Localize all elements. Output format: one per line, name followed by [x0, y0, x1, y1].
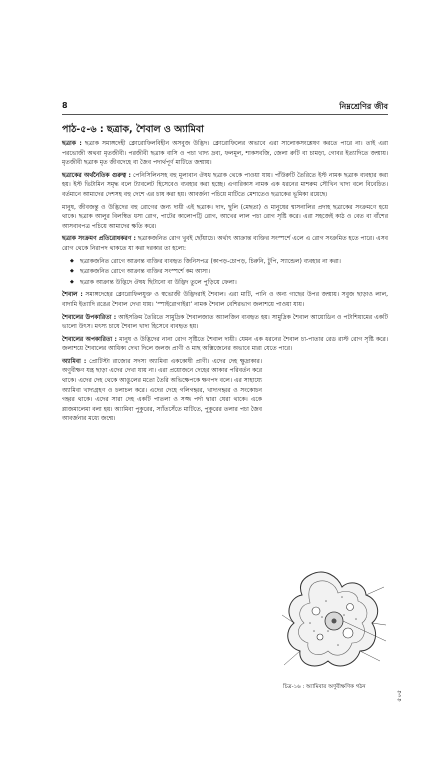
paragraph-text: মানুষ ও উদ্ভিদের নানা রোগ সৃষ্টিতে শৈবাল দায়ী। যেমন এক ধরনের শৈবাল চা-পাতার রেড রাস্ট রোগ সৃষ্টি করে। জলাশয়ে শৈবালের আধিক্য দেখা দিলে জলজ প্রাণী ও মাছ অক্সিজেনের অভাবে মারা যেতে পারে। — [62, 335, 388, 353]
paragraph-amoeba — [62, 357, 262, 424]
paragraph-text: আইসক্রিম তৈরিতে সামুদ্রিক শৈবালজাত অ্যালজিন ব্যবহৃত হয়। সামুদ্রিক শৈবাল আয়োডিন ও পটাশিয়ামের একটি ভালো উৎস। মৎস্য চাষে শৈবাল খাদ্য হিসেবে ব্যবহৃত হয়। — [62, 313, 388, 331]
figure-caption: চিত্র-১৬ : অ্যামিবার অণুবীক্ষণিক গঠন — [283, 684, 366, 690]
prevention-list — [62, 257, 388, 288]
paragraph-label: শৈবালের উপকারিতা : — [62, 313, 117, 321]
list-item: ◆ ছত্রাক আক্রান্ত উদ্ভিদে ঔষধ ছিটানো বা উদ্ভিদ তুলে পুড়িয়ে ফেলা। — [80, 278, 388, 288]
chapter-title: নিম্নশ্রেণির জীব — [339, 102, 388, 111]
paragraph-label: শৈবাল : — [62, 291, 83, 299]
paragraph-label: ছত্রাক : — [62, 140, 82, 147]
list-item: ◆ ছত্রাকজনিত রোগে আক্রান্ত ব্যক্তির সংস্পর্শে কম আসা। — [80, 267, 388, 277]
paragraph-label: ছত্রাক সংক্রমণ প্রতিরোধকরণ : — [62, 235, 136, 243]
paragraph-label: অ্যামিবা : — [62, 357, 87, 365]
paragraph-text: সমাঙ্গদেহের ক্লোরোফিলযুক্ত ও স্বভোজী উদ্ভিদরাই শৈবাল। এরা মাটি, পানি ও অন্য গাছের উপর জন্মায়। সবুজ ছাড়াও লাল, বাদামি ইত্যাদি রঙের শৈবাল দেখা যায়। ‘স্পাইরোগাইরা’ নামক শৈবাল বেশিরভাগ জলাশয়ে পাওয়া যায়। — [62, 291, 388, 308]
page-body — [62, 124, 388, 427]
paragraph-text: পেনিসিলিনসহ বহু মূল্যবান ঔষধ ছত্রাক থেকে পাওয়া যায়। পাঁউরুটি তৈরিতে ইস্ট নামক ছত্রাক ব্যবহার করা হয়। ইস্ট ভিটামিন সমৃদ্ধ বলে ট্যাবলেট হিসেবেও ব্যবহার করা হচ্ছে। এগারিকাস নামক এক ধরনের মাশরুম সৌখিন খাদ্য বলে বিবেচিত। বর্তমানে আমাদের দেশসহ বহু দেশে এর চাষ করা হয়। আবর্জনা পচিয়ে মাটিতে মেশাতেও ছত্রাকের ভূমিকা রয়েছে। — [62, 171, 388, 198]
lesson-title: পাঠ-৫-৬ : ছত্রাক, শৈবাল ও অ্যামিবা — [62, 124, 204, 135]
paragraph-text: প্রোটিস্টা রাজ্যের সদস্য অ্যামিবা এককোষী প্রাণী। এদের দেহ ক্ষুদ্রাকার। অণুবীক্ষণ যন্ত্র ছাড়া এদের দেখা যায় না। এরা প্রয়োজনে দেহের আকার পরিবর্তন করে থাকে। এদের দেহ থেকে আঙুলের মতো তৈরি অভিক্ষেপকে ক্ষণপদ বলে। এর সাহায্যে অ্যামিবা খাদ্যগ্রহণ ও চলাচল করে। এদের দেহে গলিগহ্বর, খাদ্যগহ্বর ও সংকোচন গহ্বর থাকে। এদের সারা দেহ একটি পাতলা ও সজ্জ পর্দা দ্বারা ঘেরা থাকে। একে প্লাজমালেমা বলা হয়। অ্যামিবা পুকুরের, স্যাঁতসেঁতে মাটিতে, পুকুরের তলার পচা জৈব আবর্জনার মধ্যে জন্মে। — [62, 357, 262, 423]
paragraph-text: ছত্রাকজনিত রোগ খুবই ছোঁয়াচে। অর্থাৎ আক্রান্ত ব্যক্তির সংস্পর্শে এলে এ রোগ সংক্রমিত হতে পারে। এসব রোগ থেকে নিরাপদ থাকতে যা করা দরকার তা হলো: — [62, 235, 388, 252]
paragraph-fungi-diseases — [62, 203, 388, 232]
paragraph-label: ছত্রাকের অর্থনৈতিক গুরুত্ব : — [62, 171, 131, 179]
paragraph-fungi-importance — [62, 171, 388, 200]
paragraph-algae-benefits — [62, 313, 388, 332]
paragraph-label: শৈবালের অপকারিতা : — [62, 335, 117, 343]
list-item: ◆ ছত্রাকজনিত রোগে আক্রান্ত ব্যক্তির ব্যবহৃত জিনিসপত্র (কাপড়-চোপড়, চিরুনি, টুপি, স্যান্ডেল) ব্যবহার না করা। — [80, 257, 388, 267]
paragraph-fungi-prevention — [62, 234, 388, 253]
header-divider — [62, 114, 388, 115]
paragraph-algae-harms — [62, 335, 388, 354]
amoeba-illustration — [280, 565, 390, 680]
paragraph-text: ছত্রাক সমাঙ্গদেহী ক্লোরোফিলবিহীন অসবুজ উদ্ভিদ। ক্লোরোফিলের অভাবে এরা সালোকসংশ্লেষণ করতে পারে না। তাই এরা পরভোজী অথবা মৃতজীবী। পরজীবী ছত্রাক বাসি ও পচা খাদ্য দ্রব্য, ফলমূল, শাকসবজি, জেলা রুটি বা চামড়া, গোবর ইত্যাদিতে জন্মায়। মৃতজীবী ছত্রাক মৃত জীবদেহে বা জৈব পদার্থপূর্ণ মাটিতে জন্মায়। — [62, 140, 388, 167]
paragraph-text: মানুষ, জীবজন্তু ও উদ্ভিদের বহু রোগের জন্য দায়ী এই ছত্রাক। দাদ, ছুলি (মেছতা) ও মানুষের শ্বাসনালির প্রদাহ ছত্রাকের সংক্রমণে হয়ে থাকে। ছত্রাক আলুর বিলম্বিত ধসা রোগ, পাটের কালোপট্টি রোগ, আখের লাল পচা রোগ সৃষ্টি করে। এরা সহজেই কাঠ ও বেত বা বাঁশের আসবাবপত্র পচিয়ে আমাদের ক্ষতি করে। — [62, 203, 388, 230]
paragraph-algae — [62, 290, 388, 309]
paragraph-fungi — [62, 139, 388, 168]
page-number: 8 — [62, 101, 68, 110]
page-footer-number: ৫০৫ — [396, 690, 403, 702]
